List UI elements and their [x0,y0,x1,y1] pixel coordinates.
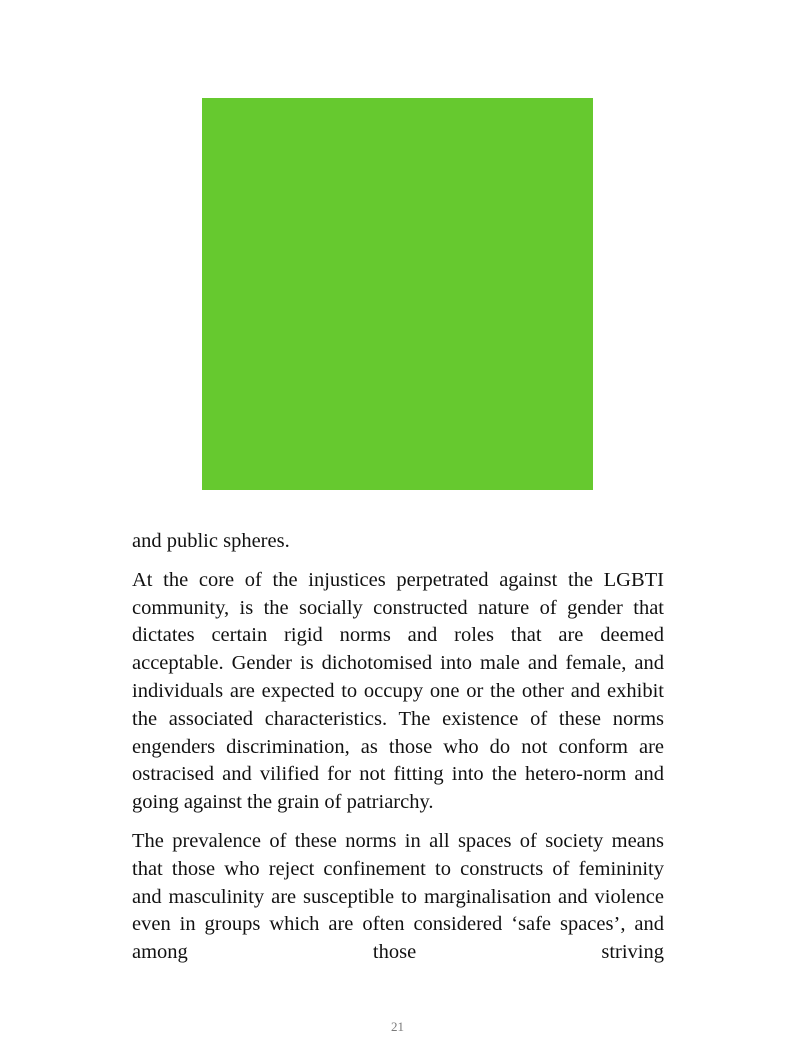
body-text [132,528,664,978]
page-number: 21 [391,1019,404,1034]
paragraph-continuation: and public spheres. [132,530,290,552]
paragraph-core-injustices: At the core of the injustices perpetrated against the LGBTI community, is the socially constructed nature of gender that dictates certain rigid norms and roles that are deemed acceptable. Gender is dichotomised into male and female, and individuals are expected to occupy one or the other and exhibit the associated characteristics. The existence of these norms engenders discrimination, as those who do not conform are ostracised and vilified for not fitting into the hetero-norm and going against the grain of patriarchy. [132,568,664,814]
paragraph-prevalence: The prevalence of these norms in all spaces of society means that those who reject confinement to constructs of femininity and masculinity are susceptible to marginalisation and violence even in groups which are often considered ‘safe spaces’, and among those striving [132,829,664,964]
green-image-block [202,98,593,490]
